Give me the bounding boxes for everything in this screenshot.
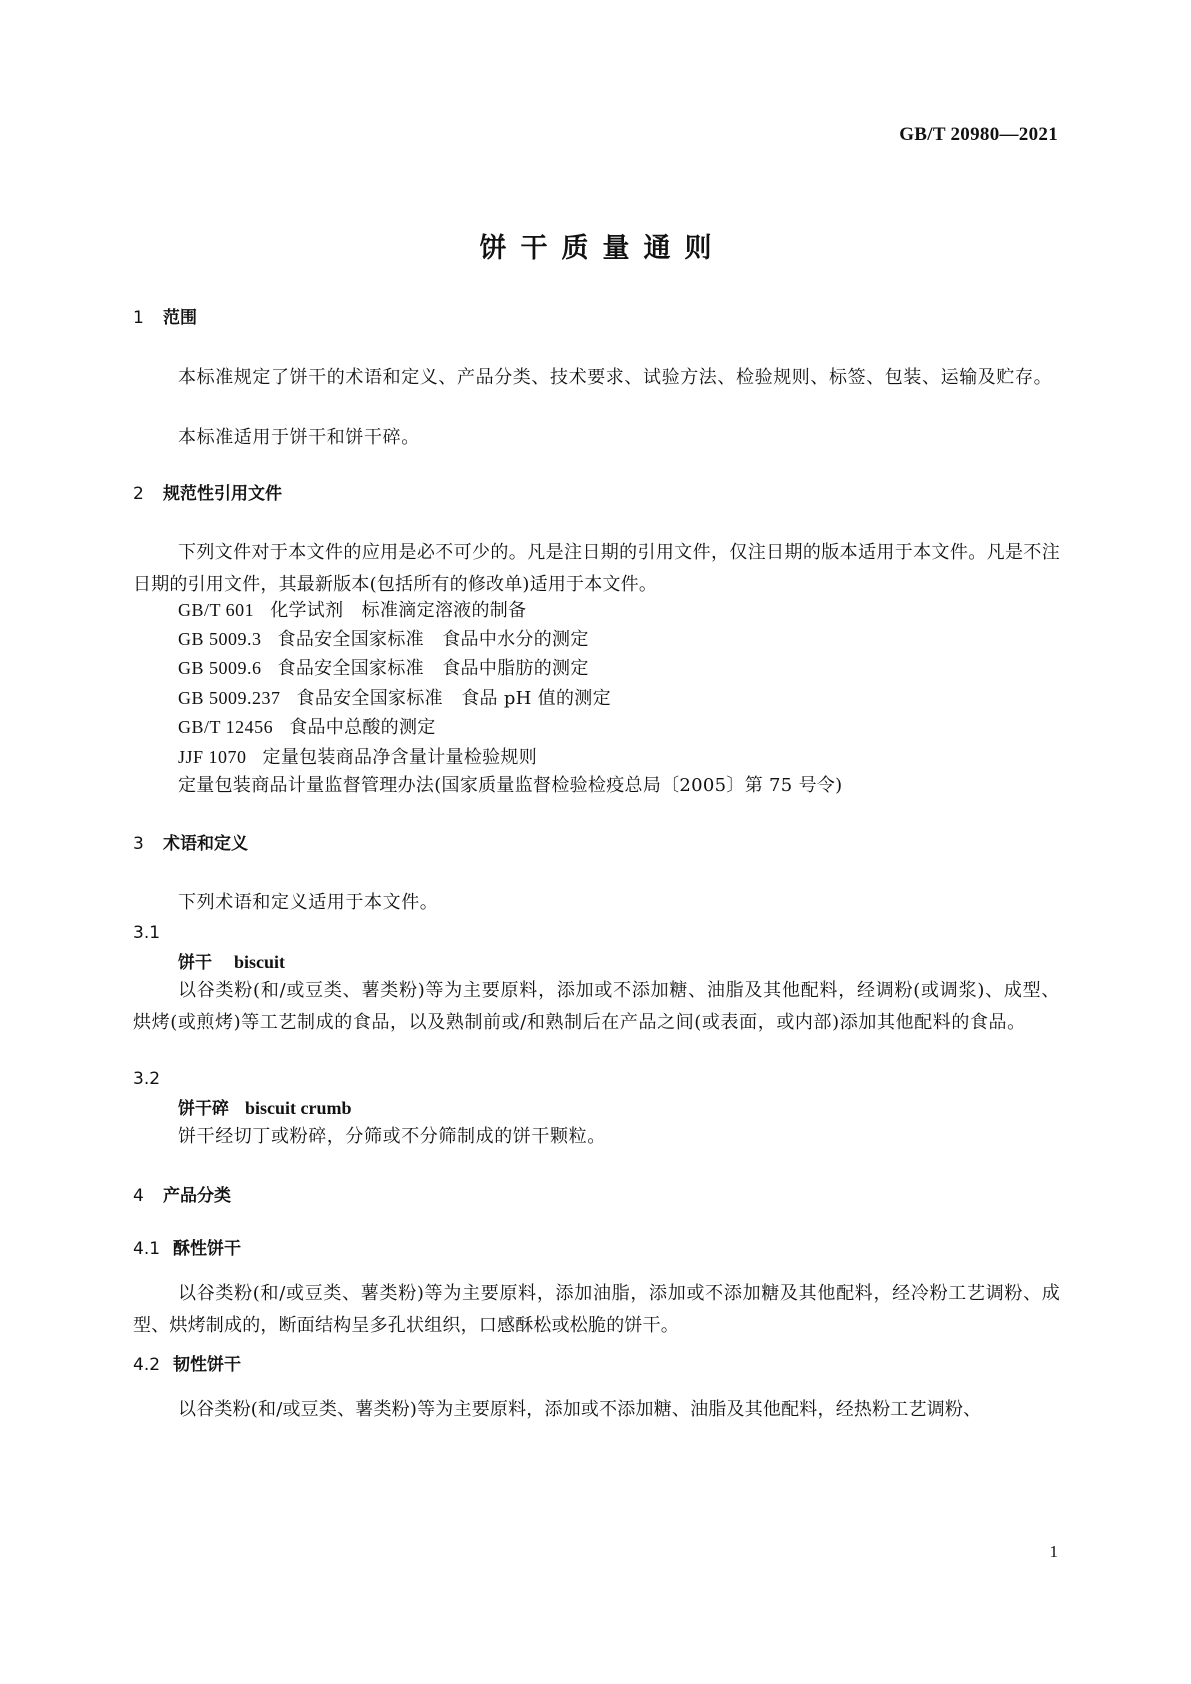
term-zh: 饼干 [178,953,212,973]
subsection-title: 酥性饼干 [173,1239,241,1259]
section-4-heading [133,1185,231,1207]
section-title: 术语和定义 [163,834,248,854]
section-1-heading [133,307,197,329]
reference-title: 定量包装商品净含量计量检验规则 [262,747,538,768]
standard-code: GB/T 20980—2021 [899,124,1058,145]
section-title: 规范性引用文件 [163,484,282,504]
reference-item [178,745,537,770]
term-zh: 饼干碎 [178,1099,229,1119]
subsection-4-2-heading [133,1354,241,1376]
subsection-title: 韧性饼干 [173,1355,241,1375]
section-title: 产品分类 [163,1186,231,1206]
normative-intro: 下列文件对于本文件的应用是必不可少的。凡是注日期的引用文件，仅注日期的版本适用于本文件。凡是不注日期的引用文件，其最新版本(包括所有的修改单)适用于本文件。 [133,542,1060,595]
section-number: 4 [133,1186,144,1206]
reference-title: 食品安全国家标准 食品中脂肪的测定 [277,658,589,679]
reference-item [178,598,526,623]
scope-paragraph-2: 本标准适用于饼干和饼干碎。 [178,427,420,448]
reference-title: 化学试剂 标准滴定溶液的制备 [270,600,527,621]
page-number: 1 [1049,1542,1058,1561]
term-en: biscuit crumb [245,1098,352,1118]
section-3-heading [133,833,248,855]
reference-code: GB 5009.6 [178,658,262,678]
reference-title: 食品安全国家标准 食品中水分的测定 [277,629,589,650]
term-number: 3.2 [133,1069,161,1089]
document-title: 饼干质量通则 [479,233,726,264]
section-2-heading [133,483,282,505]
reference-title: 食品中总酸的测定 [289,717,436,738]
section-number: 3 [133,834,144,854]
scope-paragraph-1: 本标准规定了饼干的术语和定义、产品分类、技术要求、试验方法、检验规则、标签、包装、运输及贮存。 [178,367,1053,388]
section-number: 1 [133,308,144,328]
reference-item [178,686,611,711]
reference-code: JJF 1070 [178,747,247,767]
subsection-4-1-text: 以谷类粉(和/或豆类、薯类粉)等为主要原料，添加油脂，添加或不添加糖及其他配料，经冷粉工艺调粉、成型、烘烤制成的，断面结构呈多孔状组织，口感酥松或松脆的饼干。 [133,1283,1060,1336]
subsection-4-1-heading [133,1238,241,1260]
reference-code: GB/T 12456 [178,717,274,737]
subsection-number: 4.2 [133,1355,161,1375]
term-number: 3.1 [133,923,161,943]
reference-code: GB 5009.3 [178,629,262,649]
reference-item [178,656,589,681]
term-en: biscuit [234,952,286,972]
term-heading [178,1097,352,1120]
reference-item [178,715,436,740]
section-title: 范围 [163,308,197,328]
reference-code: GB/T 601 [178,600,255,620]
terms-intro: 下列术语和定义适用于本文件。 [178,892,439,913]
subsection-4-2-text: 以谷类粉(和/或豆类、薯类粉)等为主要原料，添加或不添加糖、油脂及其他配料，经热粉工艺调粉、 [178,1399,982,1420]
term-definition: 以谷类粉(和/或豆类、薯类粉)等为主要原料，添加或不添加糖、油脂及其他配料，经调粉(或调浆)、成型、烘烤(或煎烤)等工艺制成的食品，以及熟制前或/和熟制后在产品之间(或表面，或内部)添加其他配料的食品。 [133,980,1060,1033]
subsection-number: 4.1 [133,1239,161,1259]
term-definition: 饼干经切丁或粉碎，分筛或不分筛制成的饼干颗粒。 [178,1126,606,1147]
section-number: 2 [133,484,144,504]
reference-title: 食品安全国家标准 食品 pH 值的测定 [296,688,611,709]
reference-item-regulation: 定量包装商品计量监督管理办法(国家质量监督检验检疫总局〔2005〕第 75 号令) [178,775,843,796]
term-heading [178,951,285,974]
reference-code: GB 5009.237 [178,688,281,708]
reference-item [178,627,589,652]
